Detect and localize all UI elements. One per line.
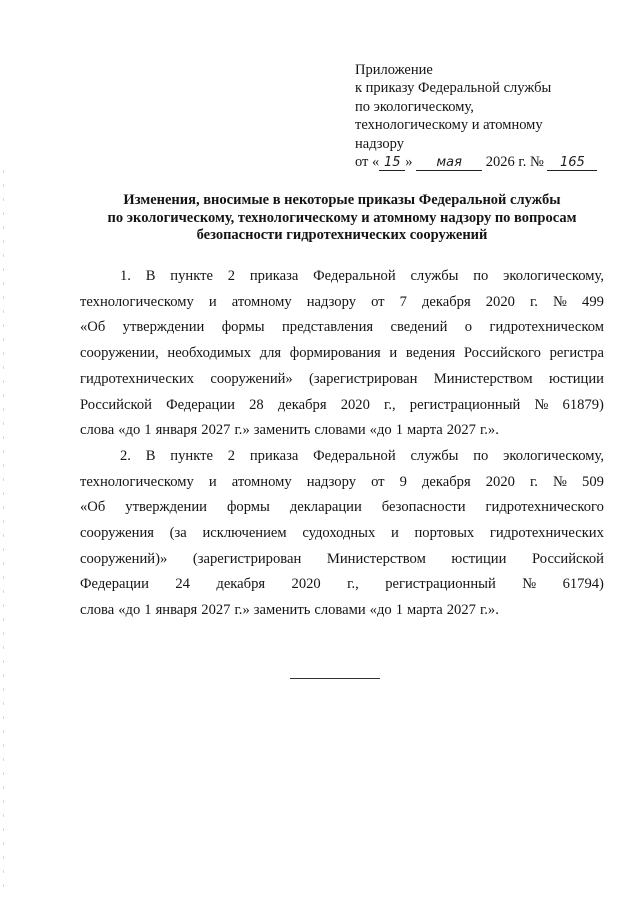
order-date-line	[355, 153, 605, 171]
handwritten-number: 165	[560, 155, 585, 171]
word: для	[259, 345, 282, 362]
word: января	[155, 422, 198, 439]
word: и	[208, 473, 217, 490]
paragraph-1-line	[80, 393, 604, 419]
word: (зарегистрирован	[192, 550, 302, 567]
word: регистра	[549, 345, 604, 362]
paragraph-2-line	[80, 444, 604, 470]
paragraph-1-line	[80, 418, 604, 444]
word: службы	[410, 447, 459, 464]
word: надзору	[306, 473, 356, 490]
word: гидротехнических	[80, 370, 195, 387]
word: 24	[175, 576, 190, 593]
word: Федерации	[80, 576, 149, 593]
word: 2027	[201, 422, 231, 439]
word: сооружении,	[80, 345, 159, 362]
word: слова	[80, 602, 115, 619]
word: о	[464, 319, 473, 336]
appendix-line: надзору	[355, 135, 404, 152]
word: гидротехнических	[489, 525, 604, 542]
word: ведения	[405, 345, 456, 362]
day-field	[379, 155, 405, 171]
word: 1	[395, 422, 403, 439]
paragraph-2-line	[80, 598, 604, 624]
word: г.	[529, 293, 538, 310]
word: 2027	[446, 602, 476, 619]
word: приказа	[249, 268, 299, 284]
word: представления	[281, 319, 374, 336]
word: регистрационный	[385, 576, 496, 593]
word: 2.	[120, 447, 131, 464]
word: атомному	[231, 293, 292, 310]
word: г.».	[479, 602, 499, 619]
word: по	[473, 268, 489, 284]
word: декларации	[289, 499, 362, 516]
word: 2027	[201, 602, 231, 619]
word: надзору	[306, 293, 356, 310]
scan-edge-artifact	[3, 170, 4, 890]
word: г.»	[234, 602, 250, 619]
word: формирования	[289, 345, 381, 362]
word: 2020	[340, 396, 370, 413]
word: Министерством	[326, 550, 426, 567]
word: В	[145, 268, 156, 284]
word: сооружений»	[210, 370, 293, 387]
month-field	[416, 155, 482, 171]
word: гидротехническом	[489, 319, 604, 336]
word: «до	[369, 422, 392, 439]
number-field	[547, 155, 597, 171]
word: Федерации	[166, 396, 235, 413]
word: слова	[80, 422, 115, 439]
word: №	[534, 396, 549, 413]
word: 1	[144, 602, 152, 619]
word: гидротехнического	[485, 499, 604, 516]
word: декабря	[277, 396, 327, 413]
word: 2027	[446, 422, 476, 439]
word: 2020	[291, 576, 321, 593]
word: Российской	[80, 396, 152, 413]
word: 1	[144, 422, 152, 439]
word: 9	[399, 473, 407, 490]
quote-close: »	[405, 154, 413, 171]
word: «Об	[80, 319, 106, 336]
word: декабря	[216, 576, 266, 593]
title-line: по экологическому, технологическому и атомному надзору по вопросам	[107, 209, 577, 226]
word: атомному	[231, 473, 292, 490]
word: г.».	[479, 422, 499, 439]
word: юстиции	[548, 370, 604, 387]
word: сооружений)»	[80, 550, 168, 567]
word: марта	[406, 602, 443, 619]
paragraph-2-line	[80, 572, 604, 598]
word: (зарегистрирован	[309, 370, 418, 387]
word: Российского	[463, 345, 541, 362]
word: и	[208, 293, 217, 310]
word: г.»	[234, 422, 250, 439]
word: «до	[118, 602, 141, 619]
word: формы	[221, 319, 265, 336]
word: от	[371, 473, 385, 490]
word: Федеральной	[313, 447, 396, 464]
word: пункте	[170, 268, 213, 284]
word: №	[522, 576, 537, 593]
handwritten-month: мая	[436, 155, 462, 171]
paragraph-1-line	[80, 264, 604, 290]
word: В	[145, 447, 156, 464]
appendix-line: технологическому и атомному	[355, 117, 543, 134]
word: приказа	[249, 447, 299, 464]
word: №	[553, 473, 567, 490]
word: технологическому	[80, 293, 194, 310]
word: словами	[314, 602, 366, 619]
word: экологическому,	[503, 268, 604, 284]
closing-rule	[290, 678, 380, 679]
date-prefix: от «	[355, 154, 380, 171]
word: Министерством	[433, 370, 533, 387]
word: службы	[410, 268, 459, 284]
word: 2020	[485, 473, 515, 490]
word: 1	[395, 602, 403, 619]
word: пункте	[170, 447, 213, 464]
word: и	[389, 345, 398, 362]
word: безопасности	[381, 499, 466, 516]
word: 28	[249, 396, 264, 413]
appendix-block	[355, 61, 605, 171]
word: технологическому	[80, 473, 194, 490]
word: «до	[369, 602, 392, 619]
word: (за	[169, 525, 187, 542]
paragraph-1-line	[80, 315, 604, 341]
document-title	[80, 192, 604, 245]
paragraph-1-line	[80, 290, 604, 316]
word: 61794)	[562, 576, 604, 593]
word: 2	[227, 268, 236, 284]
paragraph-2-line	[80, 495, 604, 521]
word: формы	[226, 499, 270, 516]
title-line: безопасности гидротехнических сооружений	[196, 227, 488, 244]
word: заменить	[253, 422, 311, 439]
paragraph-1-line	[80, 367, 604, 393]
title-line: Изменения, вносимые в некоторые приказы Федеральной службы	[123, 192, 561, 208]
word: необходимых	[167, 345, 252, 362]
paragraph-2-line	[80, 521, 604, 547]
word: г.,	[347, 576, 359, 593]
word: 2020	[485, 293, 515, 310]
handwritten-day: 15	[384, 155, 401, 171]
word: марта	[406, 422, 443, 439]
word: исключением	[202, 525, 287, 542]
paragraph-2-line	[80, 470, 604, 496]
word: Российской	[532, 550, 604, 567]
appendix-line: к приказу Федеральной службы	[355, 80, 552, 97]
word: от	[371, 293, 385, 310]
word: сооружения	[80, 525, 154, 542]
paragraph-1-line	[80, 341, 604, 367]
word: г.	[529, 473, 538, 490]
word: 509	[582, 473, 604, 490]
word: декабря	[421, 293, 471, 310]
appendix-line: по экологическому,	[355, 98, 474, 115]
word: юстиции	[451, 550, 507, 567]
word: «до	[118, 422, 141, 439]
word: января	[155, 602, 198, 619]
word: 1.	[120, 268, 131, 284]
word: заменить	[253, 602, 311, 619]
word: Федеральной	[313, 268, 396, 284]
word: по	[473, 447, 489, 464]
word: 499	[582, 293, 604, 310]
word: «Об	[80, 499, 106, 516]
word: экологическому,	[503, 447, 604, 464]
document-body	[80, 264, 604, 624]
appendix-line: Приложение	[355, 62, 433, 78]
word: г.,	[384, 396, 396, 413]
word: портовых	[414, 525, 475, 542]
word: судоходных	[302, 525, 376, 542]
word: и	[390, 525, 399, 542]
word: утверждении	[125, 499, 207, 516]
word: №	[553, 293, 567, 310]
word: декабря	[421, 473, 471, 490]
word: 2	[227, 447, 236, 464]
word: 7	[399, 293, 407, 310]
paragraph-2-line	[80, 547, 604, 573]
word: сведений	[390, 319, 448, 336]
year-and-number-label: 2026 г. №	[485, 154, 544, 171]
word: 61879)	[562, 396, 604, 413]
word: словами	[314, 422, 366, 439]
word: утверждении	[122, 319, 205, 336]
word: регистрационный	[409, 396, 521, 413]
